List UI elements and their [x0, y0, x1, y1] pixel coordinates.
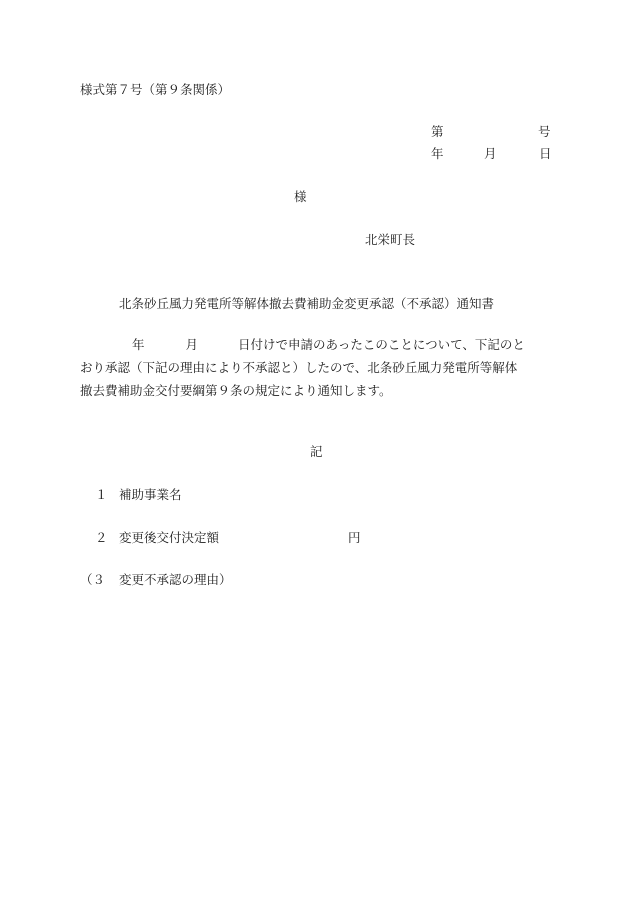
item-1-label: 補助事業名: [119, 487, 182, 502]
item-2-number: ２: [95, 530, 108, 545]
document-number-prefix: 第: [431, 124, 444, 139]
addressee-suffix: 様: [294, 189, 307, 204]
body-date-month: 月: [185, 337, 199, 352]
date-month-label: 月: [484, 146, 497, 161]
body-line-2: おり承認（下記の理由により不承認と）したので、北条砂丘風力発電所等解体: [80, 360, 518, 375]
document-title: 北条砂丘風力発電所等解体撤去費補助金変更承認（不承認）通知書: [119, 296, 495, 311]
item-3-number: （３: [80, 572, 106, 587]
date-year-label: 年: [431, 146, 444, 161]
body-line-3: 撤去費補助金交付要綱第９条の規定により通知します。: [80, 383, 392, 398]
document-number-suffix: 号: [538, 124, 551, 139]
date-day-label: 日: [539, 146, 552, 161]
body-paragraph: [80, 333, 560, 402]
body-date-year: 年: [132, 337, 145, 352]
item-1-number: １: [95, 487, 108, 502]
ki-heading: 記: [310, 444, 323, 459]
item-2-label: 変更後交付決定額: [119, 530, 220, 545]
item-3-label: 変更不承認の理由）: [119, 572, 232, 587]
body-line-1: [80, 333, 560, 356]
item-2-unit: 円: [348, 530, 361, 545]
form-number: 様式第７号（第９条関係）: [80, 82, 231, 97]
body-line-1-text: 日付けで申請のあったこのことについて、下記のと: [238, 337, 525, 352]
sender-name: 北栄町長: [365, 232, 416, 247]
